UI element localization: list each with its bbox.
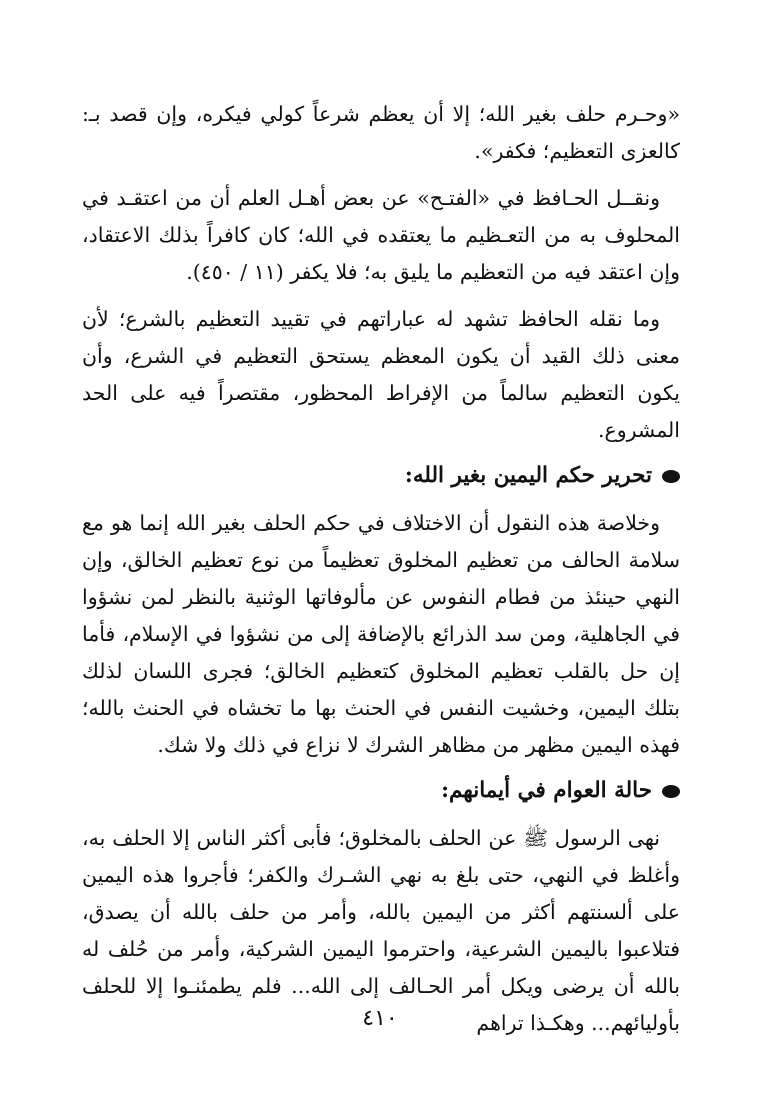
section-heading-ruling-text: تحرير حكم اليمين بغير الله:	[404, 463, 652, 488]
page-number: ٤١٠	[362, 1006, 398, 1031]
section-heading-commoners-text: حالة العوام في أيمانهم:	[441, 778, 652, 803]
page-body	[82, 96, 680, 1052]
bullet-icon	[662, 785, 680, 798]
bullet-icon	[662, 470, 680, 483]
paragraph-3: وما نقله الحافظ تشهد له عباراتهم في تقييد التعظيم بالشرع؛ لأن معنى ذلك القيد أن يكون المعظم يستحق التعظيم في الشرع، وأن يكون التعظيم سالماً من الإفراط المحظور، مقتصراً فيه على الحد المشروع.	[82, 307, 680, 442]
section-heading-ruling	[82, 459, 680, 493]
paragraph-2: ونقــل الحـافظ في «الفتـح» عن بعض أهـل العلم أن من اعتقـد في المحلوف به من التعـظيم ما يعتقده في الله؛ كان كافراً بذلك الاعتقاد، وإن اعتقد فيه من التعظيم ما يليق به؛ فلا يكفر (١١ / ٤٥٠).	[82, 186, 680, 284]
paragraph-1: «وحـرم حلف بغير الله؛ إلا أن يعظم شرعاً كولي فيكره، وإن قصد بـ: كالعزى التعظيم؛ فكفر».	[82, 102, 680, 163]
section-heading-commoners	[82, 774, 680, 808]
paragraph-4: وخلاصة هذه النقول أن الاختلاف في حكم الحلف بغير الله إنما هو مع سلامة الحالف من تعظيم المخلوق تعظيماً من نوع تعظيم الخالق، وإن النهي حينئذ من فطام النفوس عن مألوفاتها الوثنية بالنظر لمن نشؤوا في الجاهلية، ومن سد الذرائع بالإضافة إلى من نشؤوا في الإسلام، فأما إن حل بالقلب تعظيم المخلوق كتعظيم الخالق؛ فجرى اللسان لذلك بتلك اليمين، وخشيت النفس في الحنث بها ما تخشاه في الحنث بالله؛ فهذه اليمين مظهر من مظاهر الشرك لا نزاع في ذلك ولا شك.	[82, 511, 680, 757]
paragraph-5: نهى الرسول ﷺ عن الحلف بالمخلوق؛ فأبى أكثر الناس إلا الحلف به، وأغلظ في النهي، حتى بلغ به نهي الشـرك والكفر؛ فأجروا هذه اليمين على ألسنتهم أكثر من اليمين بالله، وأمر من حلف بالله أن يصدق، فتلاعبوا باليمين الشرعية، واحترموا اليمين الشركية، وأمر من حُلف له بالله أن يرضى ويكل أمر الحـالف إلى الله... فلم يطمئنـوا إلا للحلف بأوليائهم... وهكـذا تراهم	[82, 826, 680, 1035]
